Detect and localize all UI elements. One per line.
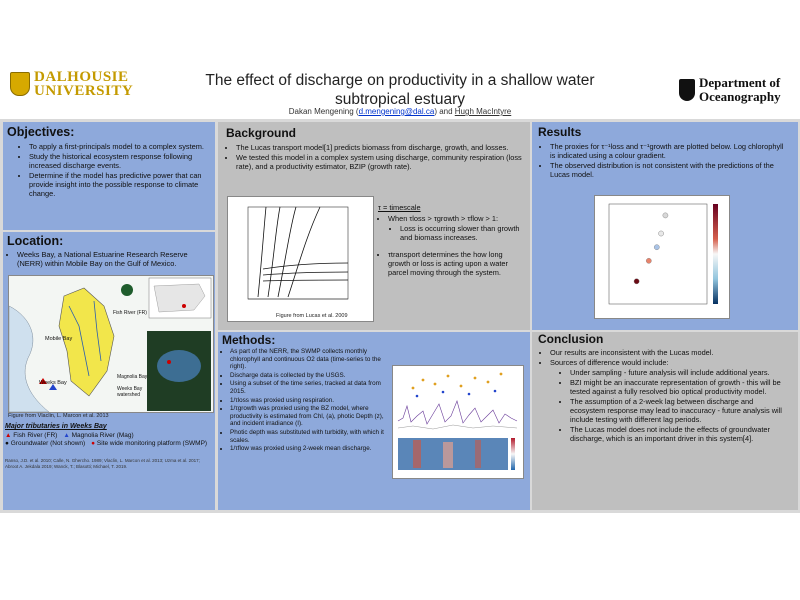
scatter-point [659, 231, 664, 236]
background-heading: Background [226, 126, 297, 140]
objectives-heading: Objectives: [7, 125, 75, 139]
dalhousie-name: DALHOUSIE UNIVERSITY [34, 69, 134, 99]
list-item: • Our results are inconsistent with the Lucas model. [550, 348, 790, 357]
background-list [218, 143, 530, 171]
list-item: • We tested this model in a complex system using discharge, community respiration (loss rate), and a productivity estimator, BZIP (growth rate). [236, 153, 522, 171]
lucas-figure-caption: Figure from Lucas et al. 2009 [276, 313, 348, 319]
list-item: • 1/τloss was proxied using respiration. [230, 397, 386, 405]
timescale-block [378, 203, 526, 278]
references-text: Ranso, J.D. et al. 2010; Calle, N. Ghercho. 1989; Vlaclin, L. Marcon et al. 2013; Uzma et al. 2017; Abroot A. Jekdala 2019; Wanck, T.; Blasotti; Michael, T. 2019. [5, 458, 200, 469]
tributaries-legend [5, 432, 215, 448]
list-item: • To apply a first-principals model to a complex system. [29, 142, 209, 151]
results-list [532, 142, 798, 179]
lucas-model-figure [227, 196, 374, 322]
location-heading: Location: [7, 234, 64, 248]
scatter-point [634, 279, 639, 284]
plot-area [609, 204, 707, 304]
poster-title: The effect of discharge on productivity in a shallow water subtropical estuary [205, 72, 595, 108]
list-item: • BZI might be an inaccurate representation of growth - this will be tested against a fully resolved bio optical productivity model. [570, 378, 790, 396]
lucas-model-svg [228, 197, 373, 321]
department-crest-icon [679, 79, 695, 101]
list-item: • The proxies for τ⁻¹loss and τ⁻¹growth are plotted below. Log chlorophyll is indicated using a colour gradient. [550, 142, 790, 160]
methods-heading: Methods: [222, 333, 276, 347]
list-item: • τtransport determines the how long growth or loss is acting upon a water parcel moving through the system. [388, 250, 526, 277]
conclusion-list [532, 348, 798, 443]
location-map [8, 275, 214, 413]
list-item: • When τloss > τgrowth > τflow > 1: [388, 214, 526, 223]
dalhousie-logo [10, 70, 133, 98]
department-logo [679, 76, 781, 104]
map-label-magnolia: Magnolia Bay [117, 374, 148, 380]
list-item: • Photic depth was substituted with turbidity, with which it scales. [230, 429, 386, 444]
list-item: • The Lucas model does not include the effects of groundwater discharge, which is an important driver in this system[4]. [570, 425, 790, 443]
legend-item-swmp: ● Site wide monitoring platform (SWMP) [91, 440, 208, 447]
list-item: • Discharge data is collected by the USGS. [230, 372, 386, 380]
author-email-link[interactable]: d.mengening@dal.ca [358, 107, 435, 116]
conclusion-panel [532, 332, 798, 510]
list-item: • The Lucas transport model[1] predicts biomass from discharge, growth, and losses. [236, 143, 522, 152]
objectives-list [3, 142, 215, 198]
results-scatter-svg [595, 196, 729, 318]
list-item: • Determine if the model has predictive power that can provide insight into the possible response to climate change. [29, 171, 209, 198]
legend-item-groundwater: ● Groundwater (Not shown) [5, 440, 86, 447]
legend-item-magnolia: ▲ Magnolia River (Mag) [63, 432, 134, 439]
map-label-watershed: Weeks Bay watershed [117, 386, 143, 398]
legend-item-fish-river: ▲ Fish River (FR) [5, 432, 58, 439]
location-figure-caption: Figure from Vlaclin, L. Marcon et al. 2013 [8, 413, 109, 419]
conclusion-sub-list [550, 368, 790, 443]
scatter-point [654, 245, 659, 250]
list-item: • The observed distribution is not consistent with the predictions of the Lucas model. [550, 161, 790, 179]
list-item: • As part of the NERR, the SWMP collects monthly chlorophyll and continuous O2 data (time-series to the right). [230, 348, 386, 371]
department-name: Department of Oceanography [699, 75, 781, 104]
location-list [3, 250, 215, 268]
list-item: • Study the historical ecosystem response following increased discharge events. [29, 152, 209, 170]
list-item: • Weeks Bay, a National Estuarine Research Reserve (NERR) within Mobile Bay on the Gulf of Mexico. [17, 250, 209, 268]
timescale-list [378, 214, 526, 277]
dalhousie-shield-icon [10, 72, 30, 96]
list-item: • Loss is occurring slower than growth and biomass increases. [400, 224, 526, 242]
authors-line: Dakan Mengening (d.mengening@dal.ca) and Hugh MacIntyre [288, 107, 512, 116]
list-item: • Sources of difference would include: [550, 358, 790, 367]
location-map-svg [9, 276, 213, 412]
list-item: • The assumption of a 2-week lag between discharge and ecosystem response may lead to inaccuracy - future analysis will include testing with different lag periods. [570, 397, 790, 424]
time-series-svg [393, 366, 523, 478]
tributaries-heading: Major tributaries in Weeks Bay [5, 423, 107, 430]
scatter-point [663, 213, 668, 218]
list-item: • 1/τflow was proxied using 2-week mean discharge. [230, 445, 386, 453]
methods-list [218, 348, 386, 453]
colour-bar [713, 204, 718, 304]
list-item: • Using a subset of the time series, tracked at data from 2015. [230, 380, 386, 395]
map-label-fish-river: Fish River (FR) [113, 310, 147, 316]
time-series-figure [392, 365, 524, 479]
objectives-panel [3, 122, 215, 230]
map-label-weeks-bay: Weeks Bay [39, 380, 67, 386]
results-heading: Results [538, 125, 582, 139]
map-label-mobile-bay: Mobile Bay [45, 336, 73, 342]
scatter-point [646, 258, 651, 263]
results-scatter-chart [594, 195, 730, 319]
timescale-heading: τ = timescale [378, 203, 421, 212]
list-item: • 1/τgrowth was proxied using the BZ model, where productivity is estimated from Chl, (a), photic Depth (z), and incident irradiance (I). [230, 405, 386, 428]
conclusion-heading: Conclusion [538, 332, 604, 346]
list-item: • Under sampling - future analysis will include additional years. [570, 368, 790, 377]
